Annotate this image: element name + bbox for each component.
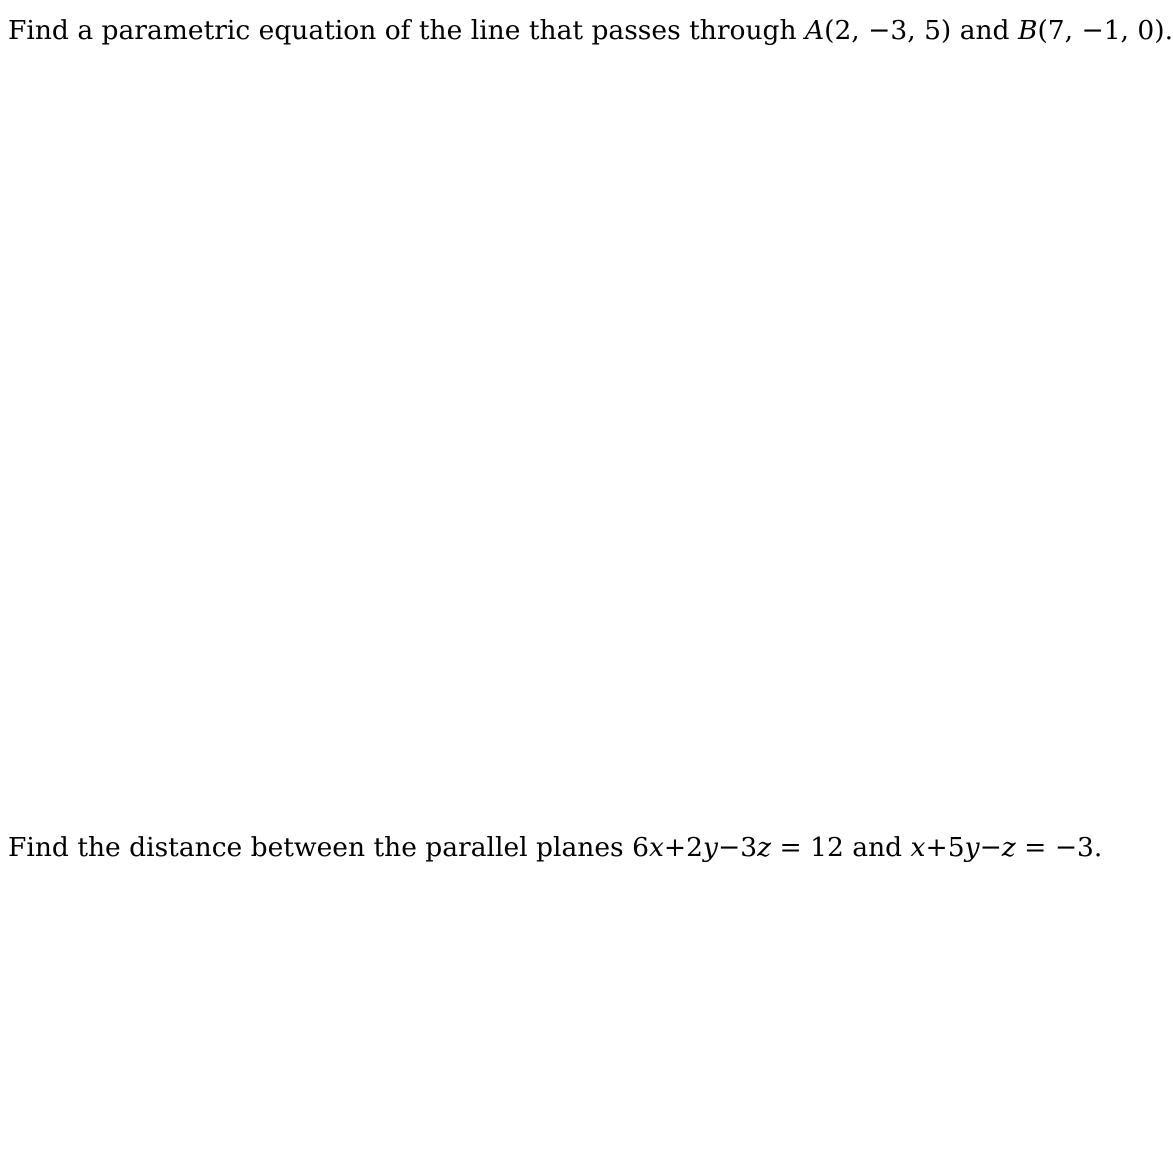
problem-statement-line — [8, 15, 1173, 47]
sentence-ending: . — [1093, 832, 1103, 863]
sentence-ending: . — [1164, 15, 1173, 46]
point-b-coordinates: (7, −1, 0) — [1037, 15, 1165, 46]
point-a-coordinates: (2, −3, 5) — [824, 15, 952, 46]
plane-1-equation: 6x+2y−3z = 12 — [632, 832, 844, 863]
point-b-label: B — [1017, 15, 1038, 46]
plane-2-equation: x+5y−z = −3 — [910, 832, 1094, 863]
connector-text: and — [951, 15, 1018, 46]
point-a-label: A — [804, 15, 825, 46]
connector-text: and — [843, 832, 911, 863]
problem-intro-text: Find a parametric equation of the line that passes through — [8, 15, 805, 46]
problem-intro-text: Find the distance between the parallel planes — [8, 832, 633, 863]
problem-statement-planes — [8, 832, 1102, 864]
